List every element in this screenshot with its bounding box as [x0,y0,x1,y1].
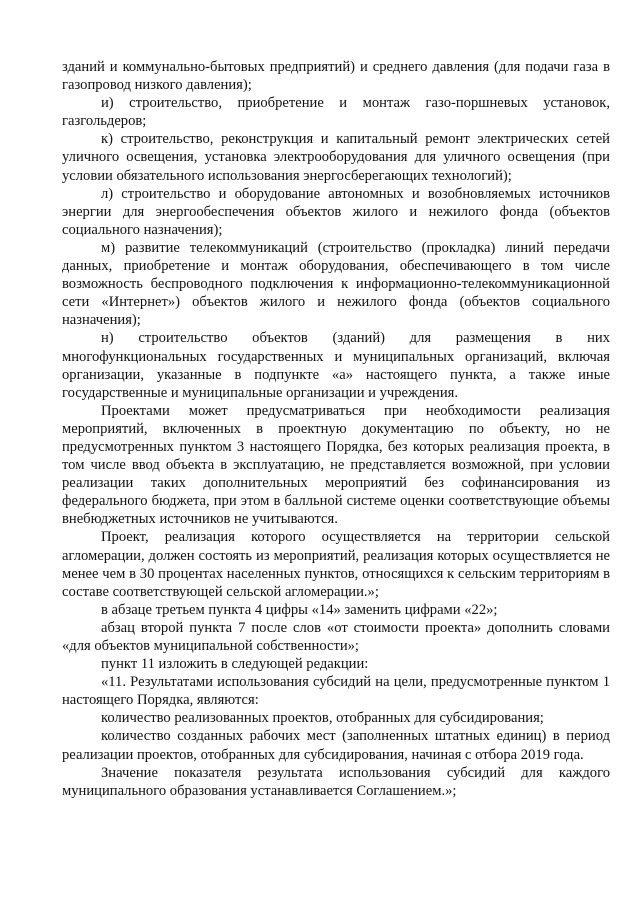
paragraph-projects: Проектами может предусматриваться при необходимости реализация мероприятий, включенных в проектную документацию по объекту, но не предусмотренных пунктом 3 настоящего Порядка, без которых реализация проекта, в том числе ввод объекта в эксплуатацию, не представляется возможной, при условии реализации таких дополнительных мероприятий без софинансирования из федерального бюджета, при этом в балльной системе оценки соответствующие объемы внебюджетных источников не учитываются. [62,402,610,528]
paragraph-item-k: к) строительство, реконструкция и капитальный ремонт электрических сетей уличного освещения, установка электрооборудования для уличного освещения (при условии обязательного использования энергосберегающих технологий); [62,131,610,184]
paragraph-indicator-value: Значение показателя результата использования субсидий для каждого муниципального образования устанавливается Соглашением.»; [62,764,610,799]
paragraph-item-n: н) строительство объектов (зданий) для размещения в них многофункциональных государственных и муниципальных организаций, включая организации, указанные в подпункте «а» настоящего пункта, а также иные государственные и муниципальные организации и учреждения. [62,330,610,401]
paragraph-p11-results: «11. Результатами использования субсидий на цели, предусмотренные пунктом 1 настоящего Порядка, являются: [62,674,610,709]
paragraph-amendment-p11: пункт 11 изложить в следующей редакции: [101,656,369,673]
paragraph-item-l: л) строительство и оборудование автономных и возобновляемых источников энергии для энергообеспечения объектов жилого и нежилого фонда (объектов социального назначения); [62,185,610,238]
paragraph-item-i: и) строительство, приобретение и монтаж газо-поршневых установок, газгольдеров; [62,95,610,130]
paragraph-result-projects: количество реализованных проектов, отобранных для субсидирования; [101,710,544,727]
paragraph-amendment-p7: абзац второй пункта 7 после слов «от стоимости проекта» дополнить словами «для объектов муниципальной собственности»; [62,619,610,654]
document-page [62,58,610,800]
paragraph-item-m: м) развитие телекоммуникаций (строительство (прокладка) линий передачи данных, приобретение и монтаж оборудования, обеспечивающего в том числе возможность беспроводного подключения к информационно-телекоммуникационной сети «Интернет») объектов жилого и нежилого фонда (объектов социального назначения); [62,239,610,329]
paragraph-agglomeration: Проект, реализация которого осуществляется на территории сельской агломерации, должен состоять из мероприятий, реализация которых осуществляется не менее чем в 30 процентах населенных пунктов, относящихся к сельским территориям в составе соответствующей сельской агломерации.»; [62,529,610,600]
paragraph-amendment-p4: в абзаце третьем пункта 4 цифры «14» заменить цифрами «22»; [101,601,498,618]
paragraph-continuation: зданий и коммунально-бытовых предприятий) и среднего давления (для подачи газа в газопровод низкого давления); [62,59,610,94]
paragraph-result-jobs: количество созданных рабочих мест (заполненных штатных единиц) в период реализации проектов, отобранных для субсидирования, начиная с отбора 2019 года. [62,728,610,763]
